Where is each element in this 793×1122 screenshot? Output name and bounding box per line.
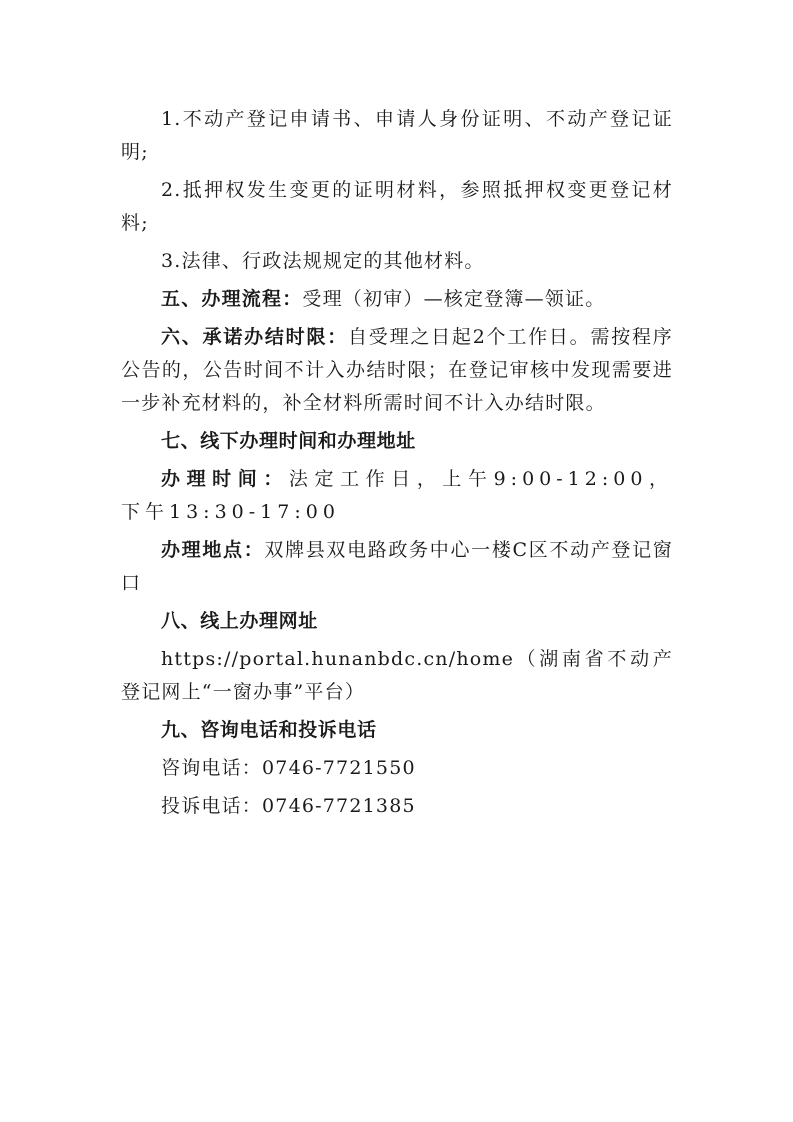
- online-heading-text: 八、线上办理网址: [161, 610, 318, 632]
- office-hours-label: 办理时间：: [161, 468, 289, 490]
- process-section: [121, 283, 673, 316]
- offline-section-heading: [121, 425, 673, 458]
- contact-heading-text: 九、咨询电话和投诉电话: [161, 719, 377, 741]
- complaint-phone: [121, 790, 673, 823]
- material-item-1-text: 1.不动产登记申请书、申请人身份证明、不动产登记证明;: [121, 108, 673, 163]
- office-address-text: 双牌县双电路政务中心一楼C区不动产登记窗口: [121, 539, 673, 594]
- material-item-2-text: 2.抵押权发生变更的证明材料，参照抵押权变更登记材料;: [121, 179, 673, 234]
- process-heading: 五、办理流程：: [161, 288, 303, 310]
- material-item-3-text: 3.法律、行政法规规定的其他材料。: [161, 250, 485, 272]
- offline-heading-text: 七、线下办理时间和办理地址: [161, 430, 416, 452]
- time-limit-text: 自受理之日起2个工作日。需按程序公告的，公告时间不计入办结时限；在登记审核中发现需要进一步补充材料的，补全材料所需时间不计入办结时限。: [121, 326, 673, 414]
- online-section-heading: [121, 605, 673, 638]
- time-limit-heading: 六、承诺办结时限：: [161, 326, 349, 348]
- consult-phone: [121, 752, 673, 785]
- consult-phone-text: 咨询电话：0746-7721550: [161, 757, 416, 779]
- office-hours-text: 法定工作日，上午9:00-12:00，下午13:30-17:00: [121, 468, 673, 523]
- contact-section-heading: [121, 714, 673, 747]
- material-item-2: [121, 174, 673, 240]
- document-page: [121, 103, 673, 828]
- complaint-phone-text: 投诉电话：0746-7721385: [161, 795, 416, 817]
- online-url-paragraph: [121, 643, 673, 709]
- material-item-1: [121, 103, 673, 169]
- material-item-3: [121, 245, 673, 278]
- process-text: 受理（初审）—核定登簿—领证。: [302, 288, 606, 310]
- office-address: [121, 534, 673, 600]
- office-address-label: 办理地点：: [161, 539, 265, 561]
- online-url-text: https://portal.hunanbdc.cn/home（湖南省不动产登记网上“一窗办事”平台）: [121, 648, 673, 703]
- time-limit-section: [121, 321, 673, 420]
- office-hours: [121, 463, 673, 529]
